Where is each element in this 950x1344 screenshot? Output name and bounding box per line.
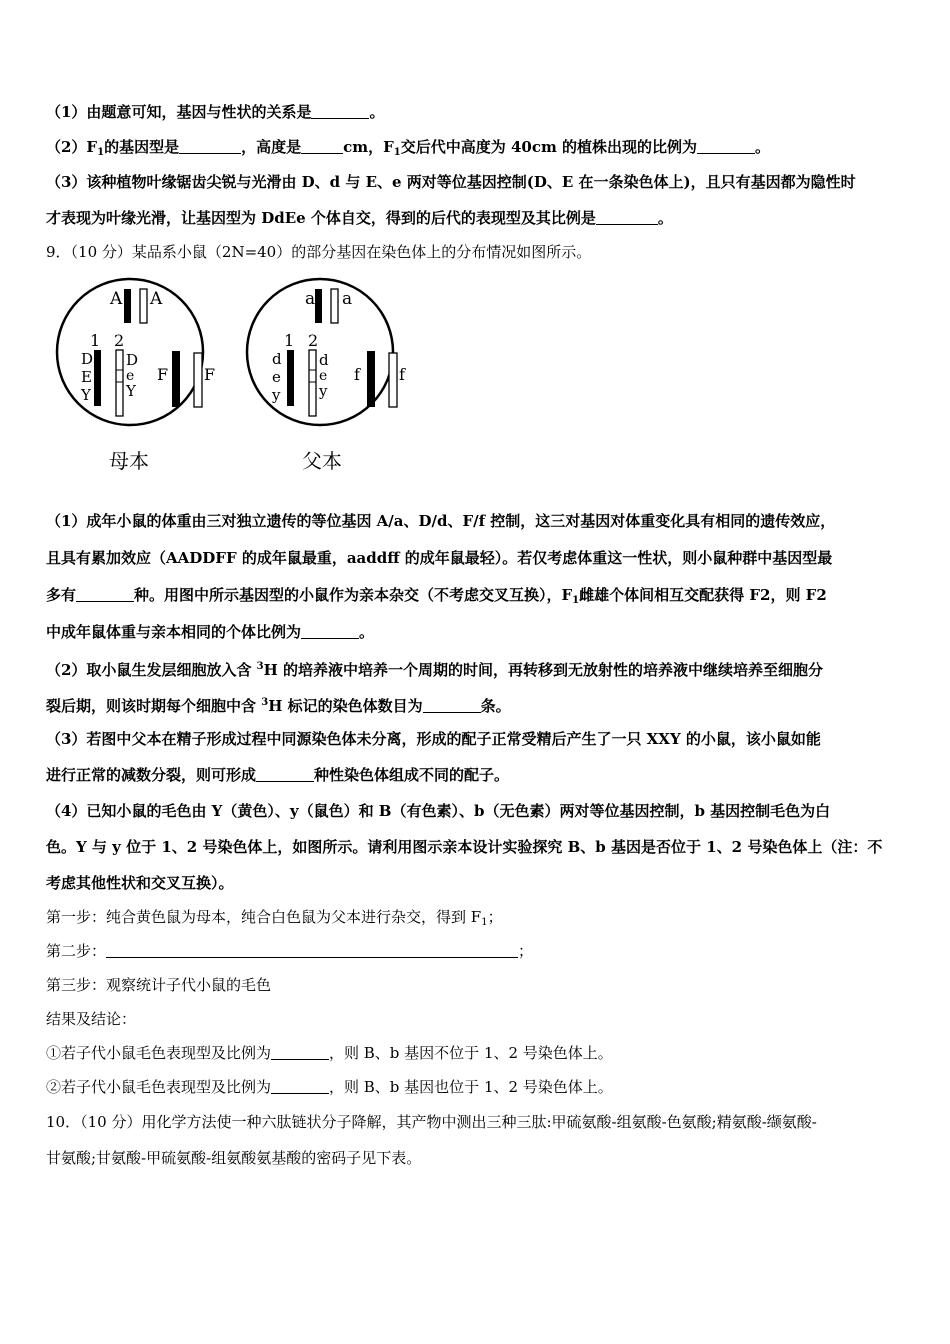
q9-part4-line2: 色。Y 与 y 位于 1、2 号染色体上，如图所示。请利用图示亲本设计实验探究 B、b 基因是否位于 1、2 号染色体上（注：不 bbox=[46, 838, 883, 856]
gene-label: Y bbox=[81, 386, 91, 404]
answer-blank bbox=[301, 624, 359, 639]
gene-label: A bbox=[110, 289, 123, 309]
q9-part1-line2: 且具有累加效应（AADDFF 的成年鼠最重，aaddff 的成年鼠最轻）。若仅考虑体重这一性状，则小鼠种群中基因型最 bbox=[46, 549, 833, 567]
chromosome-number: 2 bbox=[308, 331, 319, 350]
chromosome bbox=[315, 289, 322, 323]
q9-part1-line1: （1）成年小鼠的体重由三对独立遗传的等位基因 A/a、D/d、F/f 控制，这三对基因对体重变化具有相同的遗传效应， bbox=[46, 512, 836, 530]
chromosome bbox=[140, 289, 147, 323]
father-label: 父本 bbox=[302, 449, 342, 473]
chromosome-number: 2 bbox=[114, 331, 125, 350]
gene-label: f bbox=[354, 365, 360, 384]
gene-label: a bbox=[305, 289, 316, 309]
answer-blank bbox=[596, 210, 658, 225]
gene-label: E bbox=[81, 368, 92, 386]
answer-blank bbox=[106, 943, 518, 958]
chromosome-figure bbox=[50, 272, 450, 482]
gene-label: D bbox=[126, 351, 139, 369]
q9-part3-line1: （3）若图中父本在精子形成过程中同源染色体未分离，形成的配子正常受精后产生了一只 XXY 的小鼠，该小鼠如能 bbox=[46, 730, 821, 748]
answer-blank bbox=[697, 139, 755, 154]
chromosome bbox=[124, 289, 131, 323]
gene-label: e bbox=[319, 368, 328, 384]
q9-step1: 第一步：纯合黄色鼠为母本，纯合白色鼠为父本进行杂交，得到 $F_1$； bbox=[46, 908, 503, 928]
gene-label: D bbox=[81, 350, 94, 368]
chromosome bbox=[331, 289, 338, 323]
q9-part4-line3: 考虑其他性状和交叉互换）。 bbox=[46, 874, 234, 892]
gene-label: e bbox=[272, 368, 281, 386]
chromosome bbox=[367, 351, 375, 407]
q10-line1: 10．（10 分）用化学方法使一种六肽链状分子降解，其产物中测出三种三肽:甲硫氨酸-组氨酸-色氨酸;精氨酸-缬氨酸- bbox=[46, 1113, 817, 1131]
q9-result2: ②若子代小鼠毛色表现型及比例为 ，则 B、b 基因也位于 1、2 号染色体上。 bbox=[46, 1078, 613, 1096]
q8-part1: （1）由题意可知，基因与性状的关系是 。 bbox=[46, 103, 385, 121]
gene-label: F bbox=[157, 365, 169, 384]
gene-label: e bbox=[126, 368, 135, 384]
q9-step3: 第三步：观察统计子代小鼠的毛色 bbox=[46, 976, 272, 994]
gene-label: A bbox=[150, 289, 163, 309]
chromosome-1 bbox=[94, 350, 101, 406]
gene-label: d bbox=[319, 351, 329, 369]
chromosome-number: 1 bbox=[90, 331, 101, 350]
gene-label: y bbox=[319, 382, 328, 400]
q9-heading: 9．（10 分）某品系小鼠（2N=40）的部分基因在染色体上的分布情况如图所示。 bbox=[46, 243, 592, 261]
chromosome-2 bbox=[116, 350, 123, 416]
q8-part3-line2: 才表现为叶缘光滑，让基因型为 DdEe 个体自交，得到的后代的表现型及其比例是 。 bbox=[46, 209, 673, 227]
gene-label: d bbox=[272, 350, 282, 368]
gene-label: y bbox=[272, 386, 281, 404]
q9-result-heading: 结果及结论： bbox=[46, 1010, 137, 1028]
chromosome bbox=[194, 353, 202, 407]
gene-label: f bbox=[399, 365, 405, 384]
answer-blank bbox=[179, 139, 241, 154]
chromosome-1 bbox=[287, 350, 294, 406]
chromosome-number: 1 bbox=[284, 331, 295, 350]
gene-label: a bbox=[342, 289, 353, 309]
q9-part1-line4: 中成年鼠体重与亲本相同的个体比例为 。 bbox=[46, 623, 375, 641]
q9-part1-line3: 多有 种。用图中所示基因型的小鼠作为亲本杂交（不考虑交叉互换），$F_1$雌雄个体间相互交配获得 F2，则 F2 bbox=[46, 586, 827, 606]
answer-blank bbox=[311, 104, 369, 119]
answer-blank bbox=[256, 767, 314, 782]
q10-line2: 甘氨酸;甘氨酸-甲硫氨酸-组氨酸氨基酸的密码子见下表。 bbox=[46, 1149, 422, 1167]
gene-label: F bbox=[204, 365, 216, 384]
q9-part4-line1: （4）已知小鼠的毛色由 Y（黄色）、y（鼠色）和 B（有色素）、b（无色素）两对等位基因控制，b 基因控制毛色为白 bbox=[46, 802, 831, 820]
q9-part2-line1: （2）取小鼠生发层细胞放入含 $^3$H 的培养液中培养一个周期的时间，再转移到无放射性的培养液中继续培养至细胞分 bbox=[46, 661, 824, 679]
answer-blank bbox=[76, 587, 134, 602]
q9-part2-line2: 裂后期，则该时期每个细胞中含 $^3$H 标记的染色体数目为 条。 bbox=[46, 697, 511, 715]
gene-label: Y bbox=[126, 382, 136, 400]
q9-step2: 第二步： ； bbox=[46, 942, 534, 960]
chromosome-2 bbox=[309, 350, 316, 416]
chromosome bbox=[172, 351, 180, 407]
q8-part3-line1: （3）该种植物叶缘锯齿尖锐与光滑由 D、d 与 E、e 两对等位基因控制(D、E 在一条染色体上)，且只有基因都为隐性时 bbox=[46, 173, 856, 191]
chromosome bbox=[389, 353, 397, 407]
q9-part3-line2: 进行正常的减数分裂，则可形成 种性染色体组成不同的配子。 bbox=[46, 766, 510, 784]
answer-blank bbox=[271, 1079, 329, 1094]
answer-blank bbox=[423, 698, 481, 713]
q8-part2: $(2)F_1$的基因型是 ，高度是 cm，$F_1$交后代中高度为 40cm 的植株出现的比例为 。 bbox=[46, 138, 771, 158]
answer-blank bbox=[271, 1045, 329, 1060]
q9-result1: ①若子代小鼠毛色表现型及比例为 ，则 B、b 基因不位于 1、2 号染色体上。 bbox=[46, 1044, 613, 1062]
mother-label: 母本 bbox=[109, 449, 149, 473]
answer-blank bbox=[301, 139, 343, 154]
